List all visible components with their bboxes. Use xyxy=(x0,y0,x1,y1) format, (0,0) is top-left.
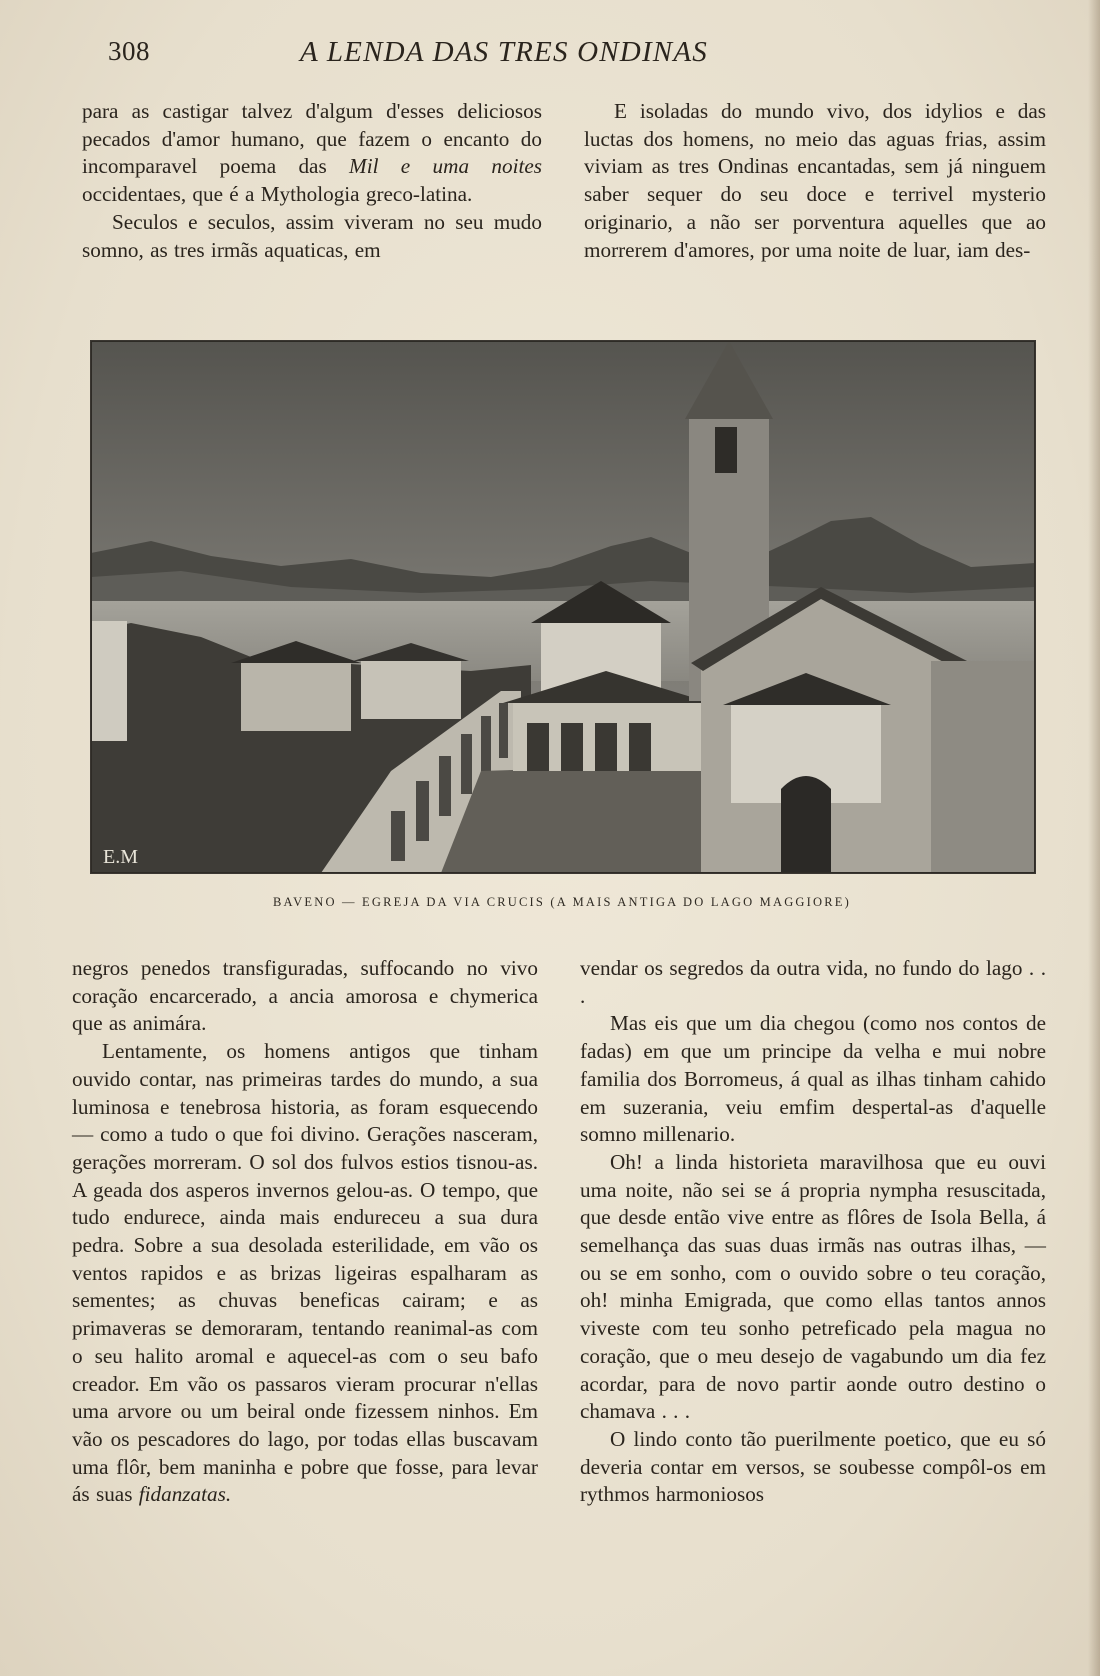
paragraph: Oh! a linda historieta maravilhosa que eu ouvi uma noite, não sei se á propria nympha resuscitada, que desde então vive entre as flôres de Isola Bella, á semelhança das suas duas irmãs nas outras ilhas, — ou se em sonho, com o ouvido sobre o teu coração, oh! minha Emigrada, que como ellas tantos annos viveste com teu sonho petreficado pela magua no coração, que o meu desejo de vagabundo um dia fez acordar, para de novo partir aonde outro destino o chamava . . . xyxy=(580,1149,1046,1424)
right-building xyxy=(931,661,1035,873)
book-title: Mil e uma noites xyxy=(349,154,542,179)
photographer-monogram: E.M xyxy=(103,846,138,868)
paragraph: Mas eis que um dia chegou (como nos contos de fadas) em que um principe da velha e mui nobre familia dos Borromeus, á qual as ilhas tinham cahido em suzerania, veiu emfim despertal-as d'aquelle somno millenario. xyxy=(580,1011,1046,1147)
church-door-arch xyxy=(781,776,831,873)
text-run: para as castigar talvez d'algum d'esses deliciosos pecados d'amor humano, que fazem o encanto do incomparavel poema das xyxy=(82,99,542,179)
paragraph xyxy=(82,98,542,209)
paragraph: O lindo conto tão puerilmente poetico, que eu só deveria contar em versos, se soubesse compôl-os em rythmos harmoniosos xyxy=(580,1426,1046,1507)
page-edge-shadow xyxy=(1088,0,1100,1676)
text-run: occidentaes, que é a Mythologia greco-latina. xyxy=(82,182,473,207)
paragraph: Seculos e seculos, assim viveram no seu mudo somno, as tres irmãs aquaticas, em xyxy=(82,209,542,262)
running-title: A LENDA DAS TRES ONDINAS xyxy=(300,36,708,68)
paragraph xyxy=(72,1038,538,1509)
paragraph: E isoladas do mundo vivo, dos idylios e das luctas dos homens, no meio das aguas frias, assim viviam as tres Ondinas encantadas, sem já ninguem saber sequer do seu doce e terrivel mysterio originario, a não ser porventura aquelles que ao morrerem d'amores, por uma noite de luar, iam des- xyxy=(584,99,1046,262)
photo-illustration xyxy=(91,341,1035,873)
top-left-column xyxy=(82,98,542,264)
page-number: 308 xyxy=(108,36,150,66)
paragraph: vendar os segredos da outra vida, no fundo do lago . . . xyxy=(580,956,1046,1008)
photograph-baveno-church xyxy=(90,340,1036,874)
figure-caption: BAVENO — EGREJA DA VIA CRUCIS (A MAIS ANTIGA DO LAGO MAGGIORE) xyxy=(273,895,851,909)
house xyxy=(241,661,351,731)
house xyxy=(361,659,461,719)
paragraph: negros penedos transfiguradas, suffocando no vivo coração encarcerado, a ancia amorosa e chymerica que as animára. xyxy=(72,956,538,1036)
italic-word: fidanzatas. xyxy=(138,1482,232,1507)
bottom-right-column xyxy=(580,955,1046,1509)
top-right-column xyxy=(584,98,1046,264)
bell-tower-opening xyxy=(715,427,737,473)
bottom-left-column xyxy=(72,955,538,1509)
text-run: Lentamente, os homens antigos que tinham ouvido contar, nas primeiras tardes do mundo, a sua luminosa e tenebrosa historia, as foram esquecendo — como a tudo o que foi divino. Gerações nasceram, gerações morreram. O sol dos fulvos estios tisnou-as. A geada dos asperos invernos gelou-as. O tempo, que tudo endurece, ainda mais endureceu a sua dura pedra. Sobre a sua desolada esterilidade, em vão os ventos rapidos e as brizas ligeiras espalharam as sementes; as chuvas beneficas cairam; e as primaveras se demoraram, tentando reanimal-as com o seu halito aromal e aquecel-as com o seu bafo creador. Em vão os passaros vieram procurar n'ellas uma arvore ou um beiral onde fizessem ninhos. Em vão os pescadores do lago, por todas ellas buscavam uma flôr, bem maninha e pobre que fosse, para levar ás suas xyxy=(72,1039,538,1507)
left-house xyxy=(91,621,127,741)
